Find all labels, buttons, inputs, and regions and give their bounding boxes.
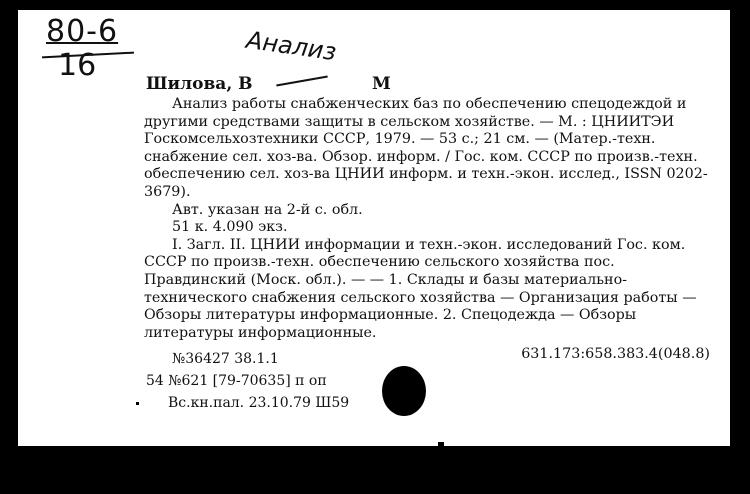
speck <box>438 442 444 446</box>
call-number-bottom: 16 <box>58 48 97 83</box>
udc-index: 631.173:658.383.4(048.8) <box>521 346 710 363</box>
ink-blot <box>382 366 426 416</box>
author-name: Шилова, В <box>146 74 253 94</box>
bibliographic-description <box>144 96 710 364</box>
tech-line-2: 54 №621 [79-70635] п оп <box>146 373 327 389</box>
tech-line-1: №36427 38.1.1 <box>172 351 279 367</box>
handwritten-stroke <box>276 76 328 87</box>
price-copies: 51 к. 4.090 экз. <box>172 219 288 236</box>
title-paragraph: Анализ работы снабженческих баз по обеспечению спецодеждой и другими средствами защиты в сельском хозяйстве. — М. : ЦНИИТЭИ Госкомсельхозтехники СССР, 1979. — 53 с.; 21 см. — (Матер.-техн. снабжение сел. хоз-ва. Обзор. информ. / Гос. ком. СССР по произв.-техн. обеспечению сел. хоз-ва ЦНИИ информ. и техн.-экон. исслед., ISSN 0202-3679). <box>144 96 708 200</box>
tracings: I. Загл. II. ЦНИИ информации и техн.-экон. исследований Гос. ком. СССР по произв.-техн. обеспечению сельского хозяйства пос. Правдинский (Моск. обл.). — — 1. Склады и базы материально-технического снабжения сельского хозяйства — Организация работы — Обзоры литературы информационные. 2. Спецодежда — Обзоры литературы информационные. <box>144 236 697 341</box>
author-initial: М <box>372 74 391 94</box>
call-number-top: 80-6 <box>46 14 119 49</box>
catalog-card <box>18 10 730 446</box>
handwritten-subject: Анализ <box>244 25 339 67</box>
tech-line-3: Вс.кн.пал. 23.10.79 Ш59 <box>168 395 350 411</box>
speck <box>136 402 139 405</box>
author-note: Авт. указан на 2-й с. обл. <box>172 201 363 218</box>
